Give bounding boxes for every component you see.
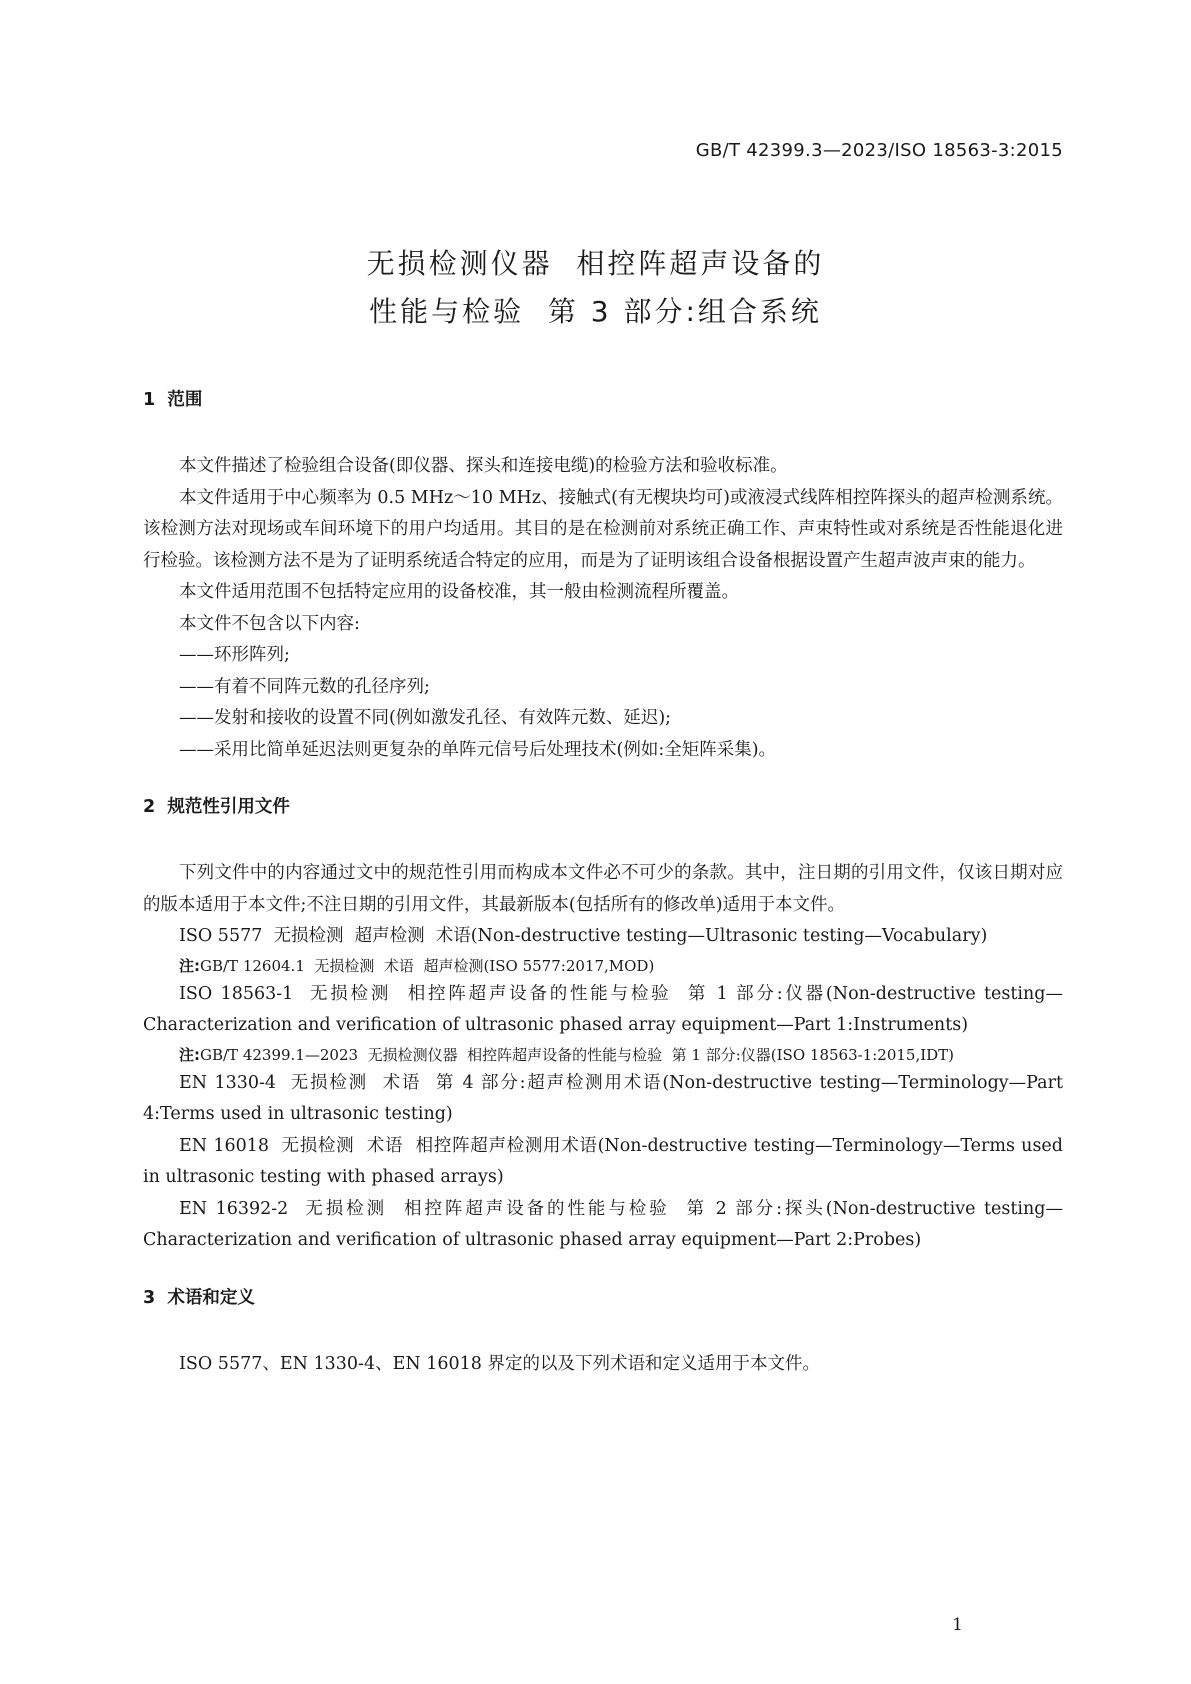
list-item: ——有着不同阵元数的孔径序列; bbox=[179, 676, 430, 697]
standard-number: GB/T 42399.3—2023/ISO 18563-3:2015 bbox=[695, 140, 1063, 161]
note-label: 注: bbox=[179, 956, 200, 975]
reference-item: ISO 5577 无损检测 超声检测 术语(Non-destructive testing—Ultrasonic testing—Vocabulary) bbox=[179, 926, 988, 946]
paragraph: ISO 5577、EN 1330-4、EN 16018 界定的以及下列术语和定义适用于本文件。 bbox=[179, 1353, 820, 1374]
reference-item: EN 1330-4 无损检测 术语 第 4 部分:超声检测用术语(Non-destructive testing—Terminology—Part 4:Terms used in ultrasonic testing) bbox=[143, 1072, 1069, 1124]
paragraph: 本文件不包含以下内容: bbox=[179, 613, 360, 634]
section-terms bbox=[143, 1283, 1063, 1381]
document-title bbox=[0, 240, 1191, 336]
reference-item: EN 16392-2 无损检测 相控阵超声设备的性能与检验 第 2 部分:探头(Non-destructive testing—Characterization and verification of ultrasonic phased array equipment—Part 2:Probes) bbox=[143, 1198, 1063, 1250]
section-heading-terms: 3 术语和定义 bbox=[143, 1287, 255, 1308]
list-item: ——采用比简单延迟法则更复杂的单阵元信号后处理技术(例如:全矩阵采集)。 bbox=[179, 739, 777, 760]
reference-note bbox=[143, 953, 1063, 979]
reference-note bbox=[143, 1042, 1063, 1068]
title-line-2: 性能与检验 第 3 部分:组合系统 bbox=[369, 295, 822, 328]
section-heading-scope: 1 范围 bbox=[143, 390, 203, 410]
section-normative-references bbox=[143, 792, 1069, 1257]
reference-item: ISO 18563-1 无损检测 相控阵超声设备的性能与检验 第 1 部分:仪器(Non-destructive testing—Characterization and verification of ultrasonic phased array equipment—Part 1:Instruments) bbox=[143, 983, 1063, 1035]
paragraph: 本文件适用范围不包括特定应用的设备校准，其一般由检测流程所覆盖。 bbox=[179, 582, 739, 602]
section-scope bbox=[143, 385, 1063, 766]
list-item: ——发射和接收的设置不同(例如激发孔径、有效阵元数、延迟); bbox=[179, 708, 672, 728]
title-line-1: 无损检测仪器 相控阵超声设备的 bbox=[366, 247, 825, 280]
paragraph: 下列文件中的内容通过文中的规范性引用而构成本文件必不可少的条款。其中，注日期的引用文件，仅该日期对应的版本适用于本文件;不注日期的引用文件，其最新版本(包括所有的修改单)适用于本文件。 bbox=[143, 863, 1063, 915]
note-text: GB/T 12604.1 无损检测 术语 超声检测(ISO 5577:2017,MOD) bbox=[200, 956, 655, 975]
list-item: ——环形阵列; bbox=[179, 645, 290, 665]
paragraph: 本文件适用于中心频率为 0.5 MHz～10 MHz、接触式(有无楔块均可)或液浸式线阵相控阵探头的超声检测系统。该检测方法对现场或车间环境下的用户均适用。其目的是在检测前对系统正确工作、声束特性或对系统是否性能退化进行检验。该检测方法不是为了证明系统适合特定的应用，而是为了证明该组合设备根据设置产生超声波声束的能力。 bbox=[143, 487, 1063, 571]
note-text: GB/T 42399.1—2023 无损检测仪器 相控阵超声设备的性能与检验 第 1 部分:仪器(ISO 18563-1:2015,IDT) bbox=[200, 1045, 955, 1064]
note-label: 注: bbox=[179, 1045, 200, 1064]
paragraph: 本文件描述了检验组合设备(即仪器、探头和连接电缆)的检验方法和验收标准。 bbox=[179, 456, 788, 476]
reference-item: EN 16018 无损检测 术语 相控阵超声检测用术语(Non-destructive testing—Terminology—Terms used in ultrasonic testing with phased arrays) bbox=[143, 1135, 1069, 1187]
document-body bbox=[143, 385, 1069, 1380]
section-heading-normative-references: 2 规范性引用文件 bbox=[143, 797, 290, 817]
page-number: 1 bbox=[952, 1615, 963, 1635]
